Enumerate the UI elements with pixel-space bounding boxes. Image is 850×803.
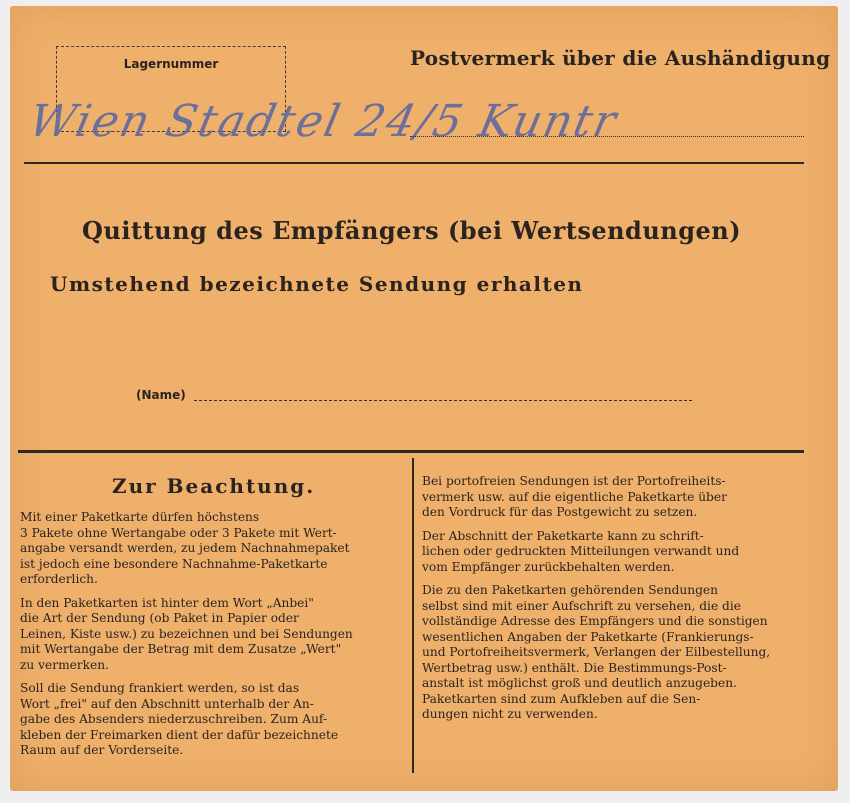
- notice-paragraph: In den Paketkarten ist hinter dem Wort „Anbei" die Art der Sendung (ob Paket in Papier oder Leinen, Kiste usw.) zu bezeichnen und bei Sendungen mit Wertangabe der Betrag mit dem Zusatze „Wert" zu vermerken.: [20, 595, 353, 672]
- name-label: (Name): [136, 388, 186, 402]
- notice-paragraph: Soll die Sendung frankiert werden, so ist das Wort „frei" auf den Abschnitt unterhalb der An- gabe des Absenders niederzuschreiben. Zum Auf- kleben der Freimarken dient der dafür bezeichnete Raum auf der Vorderseite.: [20, 681, 339, 757]
- quittung-title: Quittung des Empfängers (bei Wertsendungen): [82, 216, 742, 245]
- separator-line: [18, 450, 804, 453]
- postvermerk-title: Postvermerk über die Aushändigung: [410, 46, 831, 70]
- handwritten-signature: Wien Stadtel 24/5 Kuntr: [24, 96, 623, 147]
- notice-paragraph: Mit einer Paketkarte dürfen höchstens 3 Pakete ohne Wertangabe oder 3 Pakete mit Wert- angabe versandt werden, zu jedem Nachnahmepaket ist jedoch eine besondere Nachnahme-Paketkarte erforderlich.: [20, 510, 350, 586]
- notice-paragraph: Bei portofreien Sendungen ist der Portofreiheits- vermerk usw. auf die eigentliche Paketkarte über den Vordruck für das Postgewicht zu setzen.: [422, 474, 727, 519]
- notice-paragraph: Der Abschnitt der Paketkarte kann zu schrift- lichen oder gedruckten Mitteilungen verwandt und vom Empfänger zurückbehalten werden.: [422, 528, 740, 574]
- beachtung-title: Zur Beachtung.: [112, 474, 316, 498]
- postvermerk-dotted-line: [410, 136, 804, 137]
- notice-left-column: [20, 510, 402, 767]
- notice-right-column: [422, 474, 808, 731]
- column-divider: [412, 458, 414, 773]
- name-line: [194, 400, 692, 401]
- notice-paragraph: Die zu den Paketkarten gehörenden Sendungen selbst sind mit einer Aufschrift zu versehen, die die vollständige Adresse des Empfängers und die sonstigen wesentlichen Angaben der Paketkarte (Frankierungs- und Portofreiheitsvermerk, Verlangen der Eilbestellung, Wertbetrag usw.) enthält. Die Bestimmungs-Post- anstalt ist möglichst groß und deutlich anzugeben. Paketkarten sind zum Aufkleben auf die Sen- dungen nicht zu verwenden.: [422, 583, 771, 721]
- lagernummer-label: Lagernummer: [123, 57, 219, 71]
- signature-line: [24, 162, 804, 164]
- umstehend-text: Umstehend bezeichnete Sendung erhalten: [50, 272, 584, 296]
